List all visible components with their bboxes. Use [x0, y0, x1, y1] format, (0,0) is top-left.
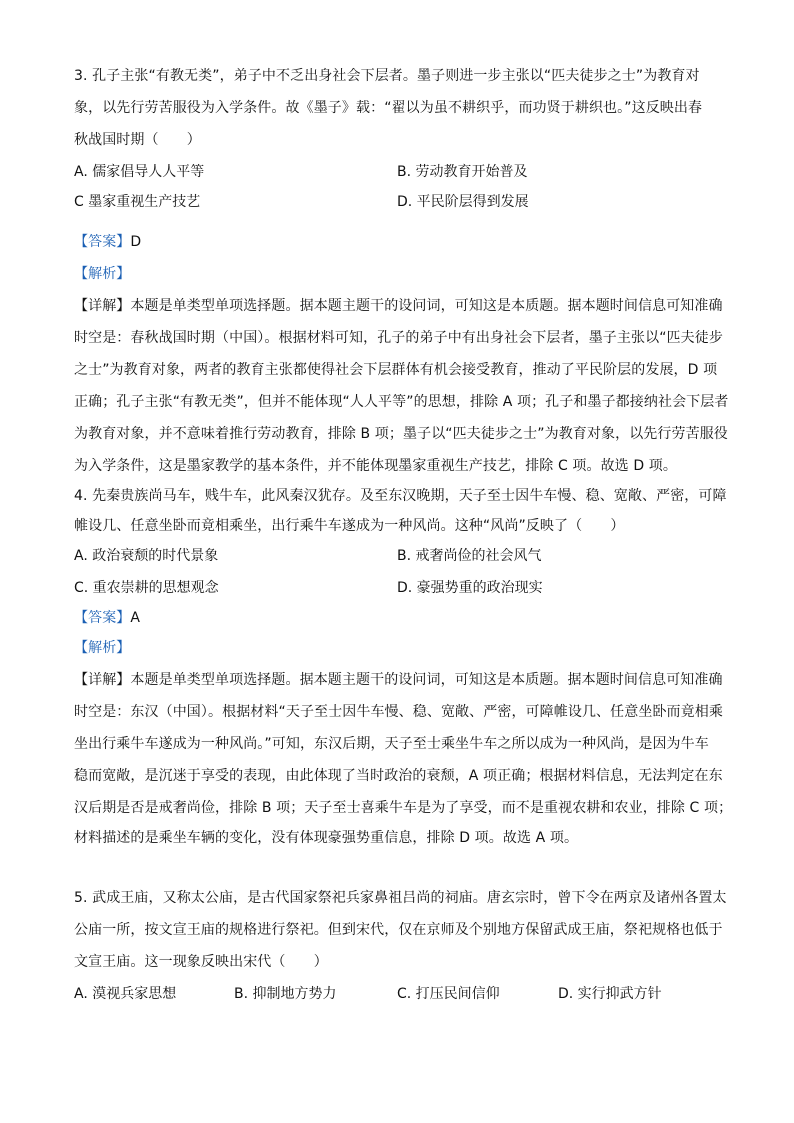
q3-answer-label: 【答案】 — [74, 234, 131, 250]
q3-detail-line-5: 为教育对象，并不意味着推行劳动教育，排除 B 项；墨子以“匹夫徒步之士”为教育对象，以先行劳苦服役 — [74, 426, 728, 442]
q3-detail-line-4: 正确；孔子主张“有教无类”，但并不能体现“人人平等”的思想，排除 A 项；孔子和墨子都接纳社会下层者 — [74, 394, 729, 410]
q4-detail-line-1 — [74, 670, 723, 690]
q4-analysis-label-text: 【解析】 — [74, 640, 131, 656]
q3-detail-label: 【详解】 — [74, 298, 131, 314]
q5-option-c: C. 打压民间信仰 — [397, 986, 500, 1002]
q3-analysis-label-text: 【解析】 — [74, 266, 131, 282]
q4-answer — [74, 608, 140, 628]
q3-answer — [74, 232, 141, 252]
q4-analysis-label — [74, 638, 130, 658]
q4-detail-text-1: 本题是单类型单项选择题。据本题主题干的设问词，可知这是本质题。据本题时间信息可知准确 — [130, 672, 723, 688]
q3-detail-text-1: 本题是单类型单项选择题。据本题主题干的设问词，可知这是本质题。据本题时间信息可知准确 — [130, 298, 723, 314]
q4-detail-line-3: 坐出行乘牛车遂成为一种风尚。”可知，东汉后期，天子至士乘坐牛车之所以成为一种风尚，是因为牛车 — [74, 736, 709, 752]
q3-detail-line-2: 时空是：春秋战国时期（中国）。根据材料可知，孔子的弟子中有出身社会下层者，墨子主张以“匹夫徒步 — [74, 330, 723, 346]
q5-option-b: B. 抑制地方势力 — [234, 986, 337, 1002]
q3-detail-line-1 — [74, 296, 723, 316]
q4-detail-line-5: 汉后期是否是戒奢尚俭，排除 B 项；天子至士喜乘牛车是为了享受，而不是重视农耕和农业，排除 C 项； — [74, 800, 733, 816]
q3-option-c: C 墨家重视生产技艺 — [74, 194, 201, 210]
q3-answer-value: D — [130, 234, 142, 250]
q3-stem-line-1: 3. 孔子主张“有教无类”，弟子中不乏出身社会下层者。墨子则进一步主张以“匹夫徒步之士”为教育对 — [74, 68, 700, 84]
q3-detail-line-3: 之士”为教育对象，两者的教育主张都使得社会下层群体有机会接受教育，推动了平民阶层的发展，D 项 — [74, 362, 718, 378]
q4-stem-line-2: 帷设几、任意坐卧而竟相乘坐，出行乘牛车遂成为一种风尚。这种“风尚”反映了（ ） — [74, 518, 625, 534]
q3-stem-line-2: 象，以先行劳苦服役为入学条件。故《墨子》载：“翟以为虽不耕织乎，而功贤于耕织也。”这反映出春 — [74, 100, 703, 116]
q5-stem-line-1: 5. 武成王庙，又称太公庙，是古代国家祭祀兵家鼻祖吕尚的祠庙。唐玄宗时，曾下令在两京及诸州各置太 — [74, 890, 727, 906]
q5-option-d: D. 实行抑武方针 — [558, 986, 662, 1002]
q4-option-d: D. 豪强势重的政治现实 — [397, 580, 543, 596]
q3-stem-line-3: 秋战国时期（ ） — [74, 132, 201, 148]
q4-detail-line-4: 稳而宽敞，是沉迷于享受的表现，由此体现了当时政治的衰颓，A 项正确；根据材料信息，无法判定在东 — [74, 768, 723, 784]
q4-answer-value: A — [130, 610, 141, 626]
q4-detail-label: 【详解】 — [74, 672, 131, 688]
q4-detail-line-6: 材料描述的是乘坐车辆的变化，没有体现豪强势重信息，排除 D 项。故选 A 项。 — [74, 830, 579, 846]
q4-option-b: B. 戒奢尚俭的社会风气 — [397, 548, 542, 564]
q3-option-a: A. 儒家倡导人人平等 — [74, 164, 205, 180]
q3-option-d: D. 平民阶层得到发展 — [397, 194, 529, 210]
q4-answer-label: 【答案】 — [74, 610, 131, 626]
q3-detail-line-6: 为入学条件，这是墨家教学的基本条件，并不能体现墨家重视生产技艺，排除 C 项。故选 D 项。 — [74, 458, 677, 474]
q5-stem-line-2: 公庙一所，按文宣王庙的规格进行祭祀。但到宋代，仅在京师及个别地方保留武成王庙，祭祀规格也低于 — [74, 922, 723, 938]
q3-analysis-label — [74, 264, 130, 284]
q3-option-b: B. 劳动教育开始普及 — [397, 164, 528, 180]
q4-stem-line-1: 4. 先秦贵族尚马车，贱牛车，此风秦汉犹存。及至东汉晚期，天子至士因牛车慢、稳、宽敞、严密，可障 — [74, 488, 727, 504]
q5-stem-line-3: 文宣王庙。这一现象反映出宋代（ ） — [74, 954, 328, 970]
q5-option-a: A. 漠视兵家思想 — [74, 986, 177, 1002]
q4-option-c: C. 重农崇耕的思想观念 — [74, 580, 219, 596]
q4-detail-line-2: 时空是：东汉（中国）。根据材料“天子至士因牛车慢、稳、宽敞、严密，可障帷设几、任意坐卧而竟相乘 — [74, 704, 723, 720]
q4-option-a: A. 政治衰颓的时代景象 — [74, 548, 219, 564]
